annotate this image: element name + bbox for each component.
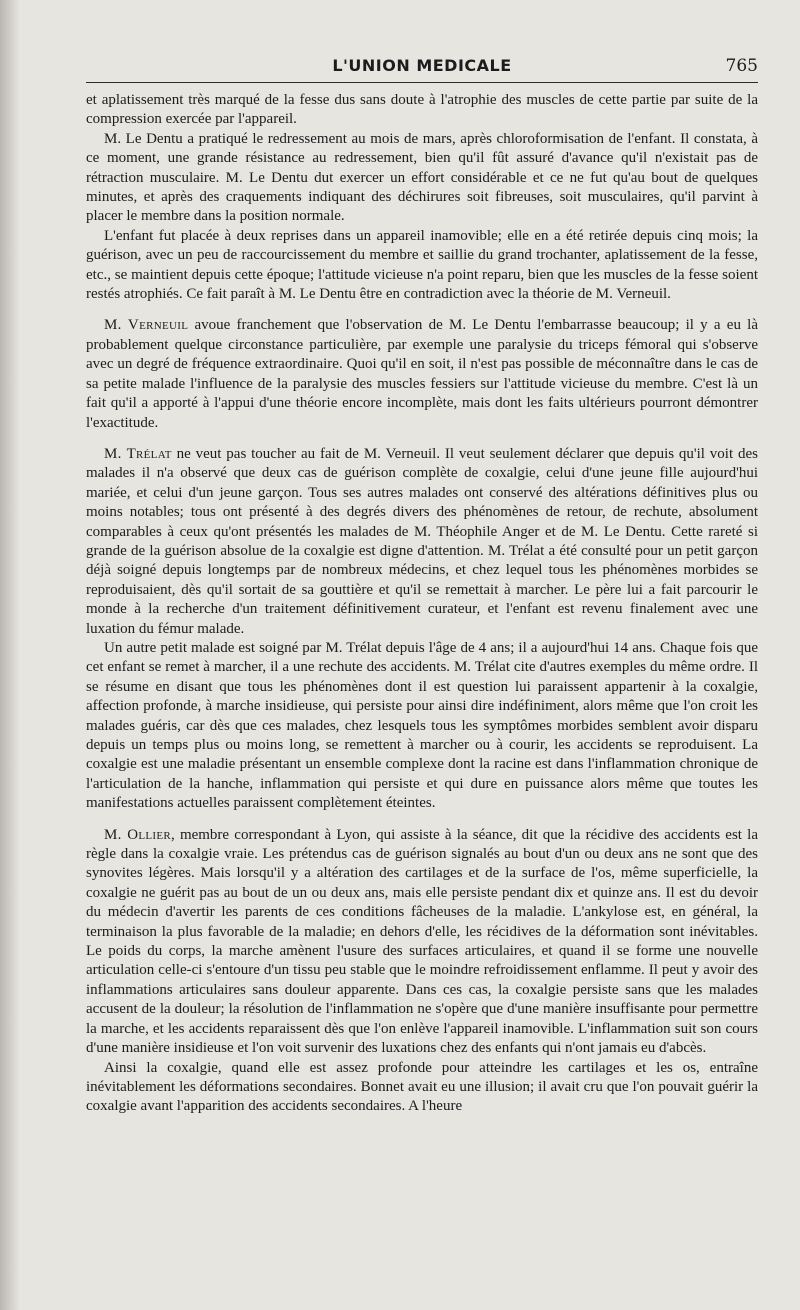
paragraph: M. Verneuil avoue franchement que l'observation de M. Le Dentu l'embarrasse beaucoup; il y a eu là probablement quelque circonstance particulière, par exemple une paralysie du triceps fémoral qui s'observe avec un degré de fréquence extraordinaire. Quoi qu'il en soit, il n'est pas possible de méconnaître dans le cas de sa petite malade l'influence de la paralysie des muscles fessiers sur l'attitude vicieuse du membre. C'est là un fait qu'il a apporté à l'appui d'une théorie encore incomplète, mais dont les faits ultérieurs pourront démontrer l'exactitude.	[86, 317, 758, 431]
running-header	[86, 52, 758, 83]
speaker-name: M. Trélat	[104, 445, 172, 462]
speaker-name: M. Verneuil	[104, 317, 189, 334]
paragraph: L'enfant fut placée à deux reprises dans un appareil inamovible; elle en a été retirée depuis cinq mois; la guérison, avec un peu de raccourcissement du membre et saillie du grand trochanter, aplatissement de la fesse, etc., se maintient depuis cette époque; l'attitude vicieuse n'a point reparu, bien que les muscles de la fesse soient restés atrophiés. Ce fait paraît à M. Le Dentu être en contradiction avec la théorie de M. Verneuil.	[86, 227, 758, 303]
paragraph: Un autre petit malade est soigné par M. Trélat depuis l'âge de 4 ans; il a aujourd'hui 14 ans. Chaque fois que cet enfant se remet à marcher, il a une rechute des accidents. M. Trélat cite d'autres exemples du même ordre. Il se résume en disant que tous les phénomènes dont il est question lui paraissent appartenir à la coxalgie, affection profonde, à marche insidieuse, qui persiste pour ainsi dire indéfiniment, alors même que l'on croit les malades guéris, car dès que ces malades, chez lesquels tous les symptômes morbides semblent avoir disparu depuis un temps plus ou moins long, se remettent à marcher ou à courir, les accidents se reproduisent. La coxalgie est une maladie présentant un ensemble complexe dont la racine est dans l'inflammation chronique de l'articulation de la hanche, inflammation qui persiste et qui dure en puissance alors même que toutes les manifestations actuelles paraissent complètement éteintes.	[86, 639, 758, 812]
paragraph: Ainsi la coxalgie, quand elle est assez profonde pour atteindre les cartilages et les os, entraîne inévitablement les déformations secondaires. Bonnet avait eu une illusion; il avait cru que l'on pouvait guérir la coxalgie avant l'apparition des accidents secondaires. A l'heure	[86, 1059, 758, 1115]
running-title: L'UNION MEDICALE	[332, 56, 512, 75]
paragraph: M. Ollier, membre correspondant à Lyon, qui assiste à la séance, dit que la récidive des accidents est la règle dans la coxalgie vraie. Les prétendus cas de guérison signalés au bout d'un ou deux ans ne sont que des synovites légères. Mais lorsqu'il y a altération des cartilages et de la surface de l'os, même superficielle, la coxalgie ne guérit pas au bout de un ou deux ans, mais elle persiste pendant dix et quinze ans. Il est du devoir du médecin d'avertir les parents de ces conditions fâcheuses de la maladie. L'ankylose est, en général, la terminaison la plus favorable de la maladie; en dehors d'elle, les récidives de la déformation sont inévitables. Le poids du corps, la marche amènent l'usure des surfaces articulaires, et quand il se forme une nouvelle articulation celle-ci s'entoure d'un tissu peu stable que le moindre refroidissement enflamme. Il peut y avoir des inflammations articulaires sans douleur apparente. Dans ces cas, la coxalgie persiste sans que les malades accusent de la douleur; la résolution de l'inflammation ne s'opère que d'une manière insuffisante pour permettre la marche, et les accidents reparaissent dès que l'on enlève l'appareil inamovible. L'inflammation suit son cours d'une manière insidieuse et l'on voit survenir des luxations chez des enfants qui n'ont jamais eu d'abcès.	[86, 826, 758, 1057]
page-number: 765	[725, 56, 758, 76]
paragraph: M. Trélat ne veut pas toucher au fait de M. Verneuil. Il veut seulement déclarer que depuis qu'il voit des malades il n'a observé que deux cas de guérison complète de coxalgie, celui d'une jeune fille aujourd'hui mariée, et celui d'un jeune garçon. Tous ses autres malades ont conservé des altérations définitives plus ou moins notables; tous ont présenté à des degrés divers des phénomènes de retour, de rechute, absolument comparables à ceux qu'ont présentés les malades de M. Théophile Anger et de M. Le Dentu. Cette rareté si grande de la guérison absolue de la coxalgie est digne d'attention. M. Trélat a été consulté pour un petit garçon déjà soigné depuis longtemps par de nombreux médecins, et chez lequel tous les phénomènes morbides se reproduisaient, dès qu'il sortait de sa gouttière et qu'il se remettait à marcher. Le père lui a fait parcourir le monde à la recherche d'un traitement définitivement curateur, et l'enfant est revenu finalement avec une luxation du fémur malade.	[86, 445, 758, 637]
speaker-name: M. Ollier	[104, 826, 171, 843]
paragraph: et aplatissement très marqué de la fesse dus sans doute à l'atrophie des muscles de cette partie par suite de la compression exercée par l'appareil.	[86, 92, 758, 128]
paragraph: M. Le Dentu a pratiqué le redressement au mois de mars, après chloroformisation de l'enfant. Il constata, à ce moment, une grande résistance au redressement, bien qu'il fût assuré d'avance qu'il n'existait pas de rétraction musculaire. M. Le Dentu dut exercer un effort considérable et ce ne fut qu'au bout de quelques minutes, et après des craquements indiquant des déchirures soit fibreuses, soit musculaires, qu'il parvint à placer le membre dans la position normale.	[86, 130, 758, 225]
article-body	[86, 91, 758, 1117]
